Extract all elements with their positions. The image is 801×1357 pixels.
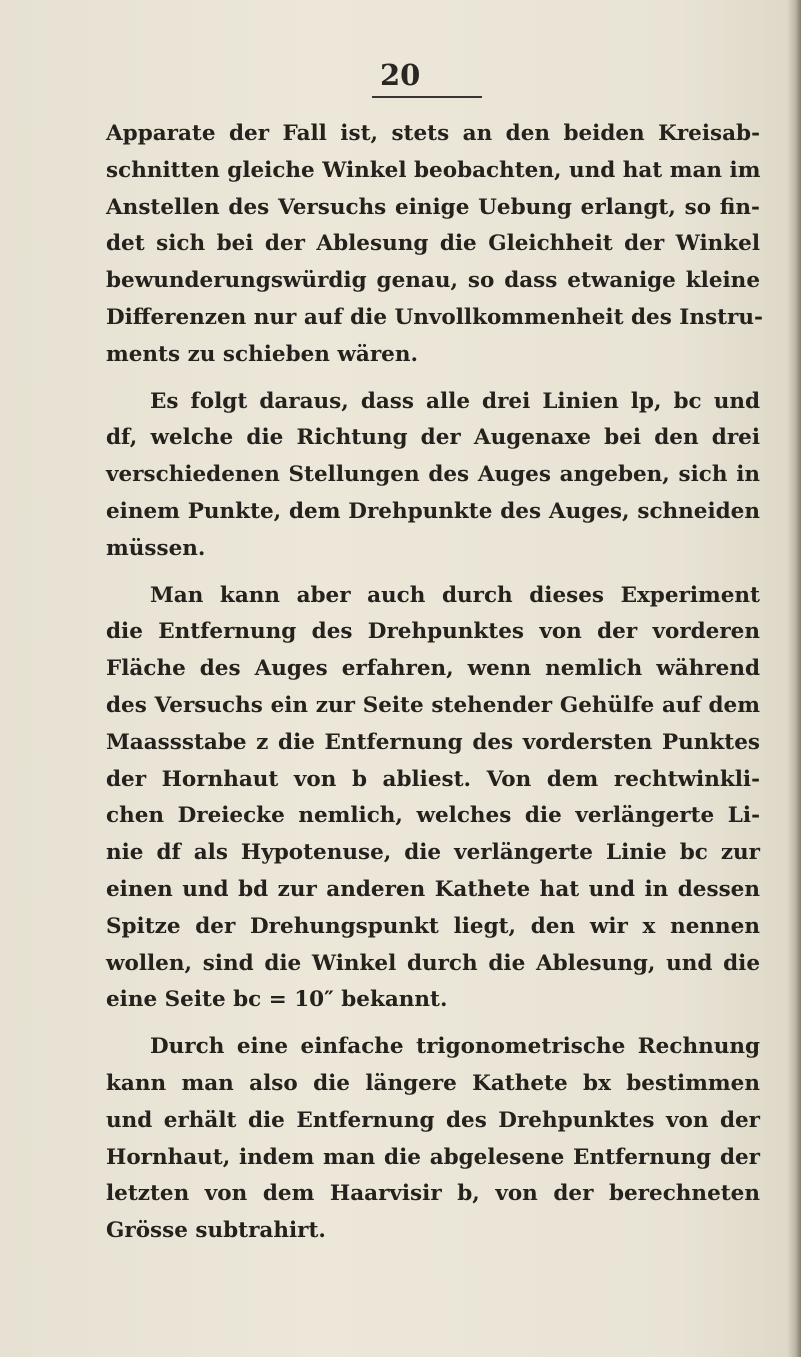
- text-line: det sich bei der Ablesung die Gleichheit der Winkel: [106, 231, 760, 257]
- text-line: Grösse subtrahirt.: [106, 1218, 326, 1244]
- text-line: einem Punkte, dem Drehpunkte des Auges, schneiden: [106, 498, 760, 524]
- paragraph: [106, 1029, 760, 1250]
- paragraph: [106, 384, 760, 568]
- body-text: [106, 116, 763, 1260]
- paragraph: [106, 116, 763, 374]
- text-line: die Entfernung des Drehpunktes von der vorderen: [106, 619, 760, 645]
- text-line: wollen, sind die Winkel durch die Ablesung, und die: [106, 950, 760, 976]
- text-line: Man kann aber auch durch dieses Experiment: [150, 582, 760, 608]
- text-line: bewunderungswürdig genau, so dass etwanige kleine: [106, 268, 760, 294]
- text-line: Maassstabe z die Entfernung des vordersten Punktes: [106, 729, 760, 755]
- text-line: Differenzen nur auf die Unvollkommenheit des Instru-: [106, 304, 763, 330]
- text-line: schnitten gleiche Winkel beobachten, und hat man im: [106, 157, 761, 183]
- text-line: und erhält die Entfernung des Drehpunktes von der: [106, 1107, 760, 1133]
- text-line: nie df als Hypotenuse, die verlängerte Linie bc zur: [106, 840, 760, 866]
- text-line: ments zu schieben wären.: [106, 341, 418, 367]
- text-line: Fläche des Auges erfahren, wenn nemlich während: [106, 656, 760, 682]
- text-line: des Versuchs ein zur Seite stehender Gehülfe auf dem: [106, 692, 760, 718]
- text-line: letzten von dem Haarvisir b, von der berechneten: [106, 1181, 760, 1207]
- text-line: verschiedenen Stellungen des Auges angeben, sich in: [106, 462, 760, 488]
- page-number: 20: [380, 58, 421, 92]
- text-line: df, welche die Richtung der Augenaxe bei den drei: [106, 425, 760, 451]
- text-line: Hornhaut, indem man die abgelesene Entfernung der: [106, 1144, 760, 1170]
- text-line: Durch eine einfache trigonometrische Rechnung: [150, 1034, 760, 1060]
- text-line: Spitze der Drehungspunkt liegt, den wir x nennen: [106, 913, 760, 939]
- paragraph: [106, 578, 760, 1020]
- text-line: einen und bd zur anderen Kathete hat und in dessen: [106, 876, 760, 902]
- text-line: Apparate der Fall ist, stets an den beiden Kreisab-: [106, 121, 760, 146]
- text-line: der Hornhaut von b abliest. Von dem rechtwinkli-: [106, 766, 760, 792]
- text-line: müssen.: [106, 535, 206, 561]
- text-line: chen Dreiecke nemlich, welches die verlängerte Li-: [106, 803, 760, 829]
- header-rule: [372, 96, 482, 98]
- text-line: kann man also die längere Kathete bx bestimmen: [106, 1070, 760, 1096]
- text-line: Es folgt daraus, dass alle drei Linien lp, bc und: [150, 388, 760, 414]
- page-edge-shadow: [787, 0, 801, 1357]
- text-line: Anstellen des Versuchs einige Uebung erlangt, so fin-: [106, 194, 760, 220]
- text-line: eine Seite bc = 10″ bekannt.: [106, 987, 448, 1013]
